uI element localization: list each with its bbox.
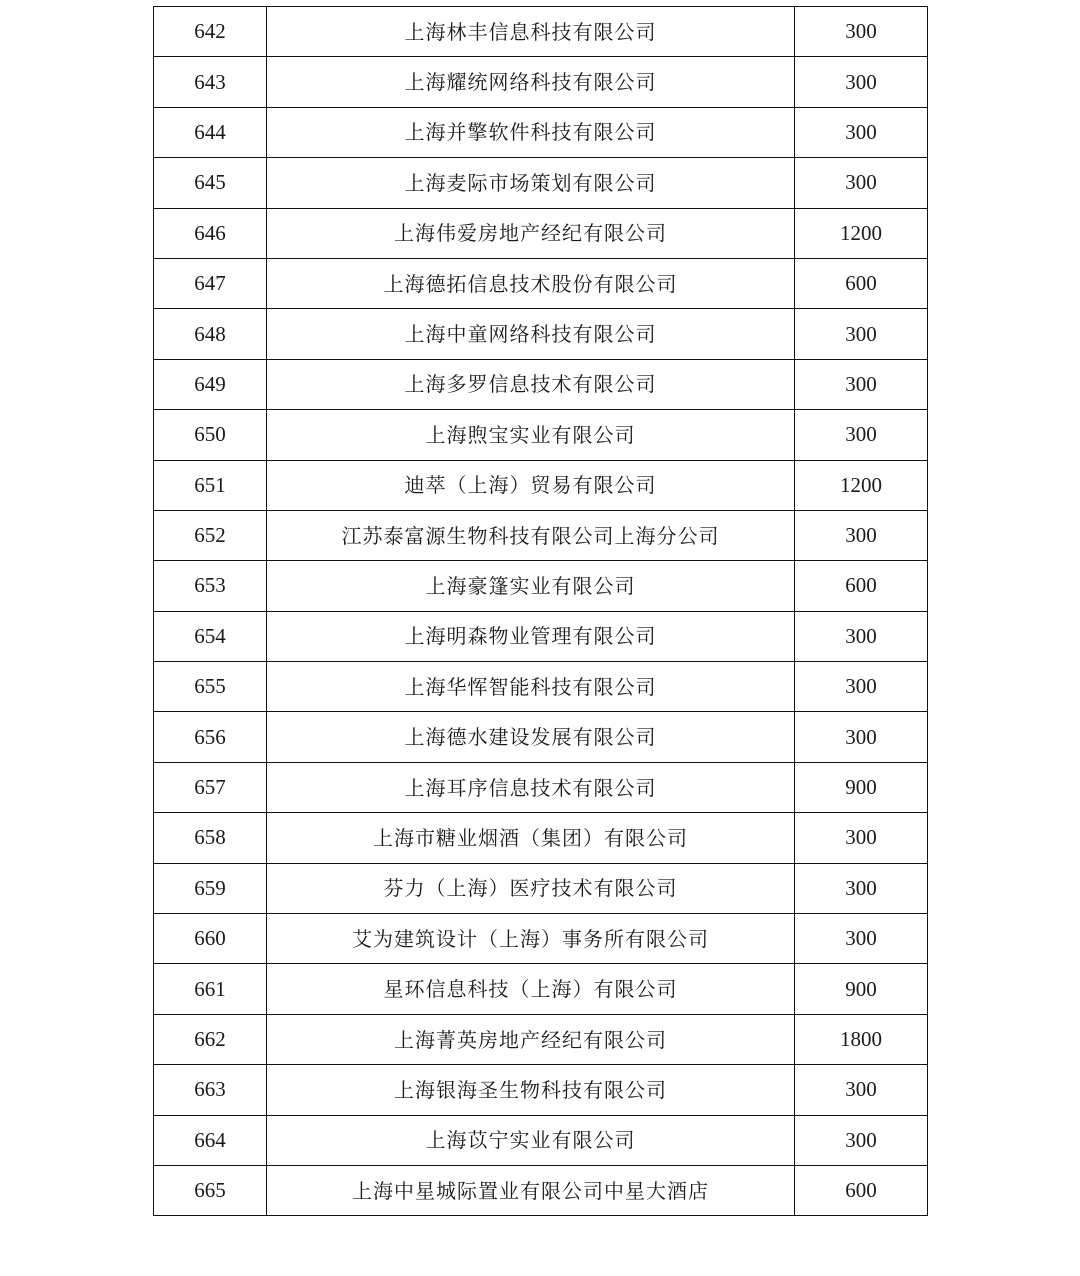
amount-cell: 300 (795, 662, 928, 712)
company-name-cell: 上海豪篷实业有限公司 (267, 561, 795, 611)
amount-cell: 300 (795, 914, 928, 964)
amount-cell: 300 (795, 158, 928, 208)
company-name-cell: 上海林丰信息科技有限公司 (267, 7, 795, 57)
company-name-cell: 上海耀统网络科技有限公司 (267, 57, 795, 107)
company-name-cell: 上海煦宝实业有限公司 (267, 410, 795, 460)
amount-cell: 300 (795, 863, 928, 913)
row-number-cell: 652 (154, 510, 267, 560)
table-row (154, 1165, 928, 1215)
row-number-cell: 660 (154, 914, 267, 964)
table-row (154, 813, 928, 863)
company-name-cell: 上海市糖业烟酒（集团）有限公司 (267, 813, 795, 863)
row-number-cell: 653 (154, 561, 267, 611)
amount-cell: 1200 (795, 208, 928, 258)
amount-cell: 600 (795, 561, 928, 611)
row-number-cell: 642 (154, 7, 267, 57)
company-name-cell: 艾为建筑设计（上海）事务所有限公司 (267, 914, 795, 964)
company-name-cell: 上海明森物业管理有限公司 (267, 611, 795, 661)
amount-cell: 300 (795, 359, 928, 409)
row-number-cell: 663 (154, 1065, 267, 1115)
table-row (154, 158, 928, 208)
amount-cell: 1200 (795, 460, 928, 510)
table-row (154, 712, 928, 762)
company-amount-table (153, 6, 928, 1216)
row-number-cell: 643 (154, 57, 267, 107)
table-row (154, 1115, 928, 1165)
amount-cell: 300 (795, 712, 928, 762)
table-row (154, 359, 928, 409)
table-row (154, 863, 928, 913)
row-number-cell: 655 (154, 662, 267, 712)
row-number-cell: 659 (154, 863, 267, 913)
company-name-cell: 上海银海圣生物科技有限公司 (267, 1065, 795, 1115)
row-number-cell: 658 (154, 813, 267, 863)
row-number-cell: 644 (154, 107, 267, 157)
row-number-cell: 665 (154, 1165, 267, 1215)
company-name-cell: 上海苡宁实业有限公司 (267, 1115, 795, 1165)
table-row (154, 611, 928, 661)
table-row (154, 258, 928, 308)
company-name-cell: 上海华恽智能科技有限公司 (267, 662, 795, 712)
company-name-cell: 芬力（上海）医疗技术有限公司 (267, 863, 795, 913)
row-number-cell: 646 (154, 208, 267, 258)
amount-cell: 300 (795, 57, 928, 107)
row-number-cell: 664 (154, 1115, 267, 1165)
row-number-cell: 650 (154, 410, 267, 460)
company-name-cell: 上海中童网络科技有限公司 (267, 309, 795, 359)
row-number-cell: 651 (154, 460, 267, 510)
amount-cell: 300 (795, 1115, 928, 1165)
amount-cell: 300 (795, 107, 928, 157)
row-number-cell: 649 (154, 359, 267, 409)
amount-cell: 300 (795, 1065, 928, 1115)
table-row (154, 107, 928, 157)
company-name-cell: 上海麦际市场策划有限公司 (267, 158, 795, 208)
table-body (154, 7, 928, 1216)
row-number-cell: 654 (154, 611, 267, 661)
table-row (154, 964, 928, 1014)
row-number-cell: 647 (154, 258, 267, 308)
company-name-cell: 上海菁英房地产经纪有限公司 (267, 1014, 795, 1064)
amount-cell: 300 (795, 410, 928, 460)
amount-cell: 300 (795, 309, 928, 359)
company-name-cell: 迪萃（上海）贸易有限公司 (267, 460, 795, 510)
row-number-cell: 656 (154, 712, 267, 762)
table-row (154, 410, 928, 460)
table-row (154, 561, 928, 611)
company-name-cell: 星环信息科技（上海）有限公司 (267, 964, 795, 1014)
table-row (154, 57, 928, 107)
amount-cell: 1800 (795, 1014, 928, 1064)
company-name-cell: 上海伟爱房地产经纪有限公司 (267, 208, 795, 258)
amount-cell: 900 (795, 964, 928, 1014)
company-table-container (153, 6, 927, 1216)
amount-cell: 300 (795, 611, 928, 661)
company-name-cell: 江苏泰富源生物科技有限公司上海分公司 (267, 510, 795, 560)
table-row (154, 1065, 928, 1115)
table-row (154, 762, 928, 812)
row-number-cell: 657 (154, 762, 267, 812)
table-row (154, 1014, 928, 1064)
amount-cell: 900 (795, 762, 928, 812)
amount-cell: 300 (795, 813, 928, 863)
row-number-cell: 661 (154, 964, 267, 1014)
company-name-cell: 上海中星城际置业有限公司中星大酒店 (267, 1165, 795, 1215)
company-name-cell: 上海德拓信息技术股份有限公司 (267, 258, 795, 308)
table-row (154, 914, 928, 964)
company-name-cell: 上海多罗信息技术有限公司 (267, 359, 795, 409)
company-name-cell: 上海德水建设发展有限公司 (267, 712, 795, 762)
table-row (154, 662, 928, 712)
amount-cell: 600 (795, 258, 928, 308)
amount-cell: 600 (795, 1165, 928, 1215)
table-row (154, 7, 928, 57)
table-row (154, 309, 928, 359)
company-name-cell: 上海并擎软件科技有限公司 (267, 107, 795, 157)
amount-cell: 300 (795, 510, 928, 560)
row-number-cell: 645 (154, 158, 267, 208)
row-number-cell: 648 (154, 309, 267, 359)
amount-cell: 300 (795, 7, 928, 57)
row-number-cell: 662 (154, 1014, 267, 1064)
company-name-cell: 上海耳序信息技术有限公司 (267, 762, 795, 812)
table-row (154, 460, 928, 510)
table-row (154, 208, 928, 258)
table-row (154, 510, 928, 560)
